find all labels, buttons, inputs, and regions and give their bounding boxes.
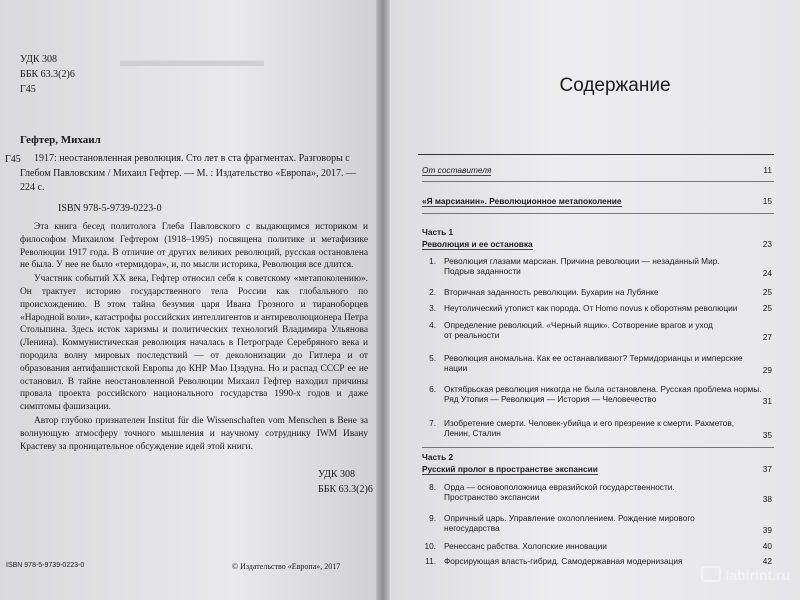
imprint-isbn: ISBN 978-5-9739-0223-0 <box>6 562 85 569</box>
item-number: 7. <box>429 418 436 428</box>
part-1-title <box>422 239 772 250</box>
item-number: 8. <box>429 482 436 492</box>
contents-heading: Содержание <box>559 75 671 96</box>
watermark-text: labirint.ru <box>725 567 790 583</box>
item-page: 35 <box>762 430 772 440</box>
item-number: 6. <box>429 384 436 394</box>
bbk-code-bottom: ББК 63.3(2)6 <box>318 483 373 495</box>
item-line-1: Неутолический утопист как порода. От Homo novus к оборотням революции <box>444 303 738 313</box>
item-page: 31 <box>762 396 772 406</box>
item-line-1: Октябрьская революция никогда не была остановлена. Русская проблема нормы. <box>444 384 762 394</box>
item-page: 25 <box>762 303 772 313</box>
item-line-1: Изобретение смерти. Человек-убийца и его презрение к смерти. Рахметов, <box>444 418 735 428</box>
udk-code: УДК 308 <box>20 54 58 65</box>
isbn: ISBN 978-5-9739-0223-0 <box>58 203 162 214</box>
annotation-paragraph-1: Эта книга бесед политолога Глеба Павловского с выдающимся историком и философом Михаилом Гефтером (1918–1995) посвящена политике и метафизике Революции 1917 года. В отличие от других великих революций, русская остановлена не была. У нее не было «термидора», и, по мысли историка, Революция все длится. <box>20 222 368 271</box>
toc-item <box>422 353 772 373</box>
annotation-paragraph-2: Участник событий XX века, Гефтер относил себя к советскому «метапоколению». Он трактует историю государственного тела России как глобального по происхождению. В этом тайна безумия царя Ивана Грозного и тираноборцев «Народной воли», катастрофы российских интеллигентов и антиреволюционера Петра Столыпина. Здесь исток харизмы и политических технологий Владимира Ульянова (Ленина). Коммунистическая революция началась в Петрограде Серебряного века и породила волну мировых последствий — от деколонизации до Гитлера и от образования антифашистской Европы до КНР Мао Цзэдуна. Но и распад СССР ее не остановил. В тайне неостановленной Революции Михаил Гефтер находил причины провала проекта российского национального государства 1990-х годов и даже симптомы фашизации. <box>20 274 368 413</box>
item-line-2: негосударства <box>444 523 500 533</box>
toc-divider <box>422 213 774 214</box>
toc-entry-page: 11 <box>763 165 772 175</box>
udk-block-bottom <box>318 468 373 497</box>
item-page: 25 <box>762 287 772 297</box>
toc-item <box>422 418 772 438</box>
toc-item <box>422 320 772 340</box>
item-line-1: Форсирующая власть-гибрид. Самодержавная модернизация <box>444 556 683 566</box>
toc-item <box>422 556 772 566</box>
author-name: Гефтер, Михаил <box>20 134 101 146</box>
left-page-imprint <box>0 0 388 600</box>
item-number: 5. <box>429 353 436 363</box>
part-label: Часть 2 <box>422 452 454 462</box>
item-line-2: от реальности <box>444 330 500 340</box>
item-line-2: Ленин, Сталин <box>444 428 501 438</box>
bibliographic-description: 1917: неостановленная революция. Сто лет в ста фрагментах. Разговоры с Глебом Павловским / Михаил Гефтер. — М. : Издательство «Европа», 2017. — 224 с. <box>20 153 356 193</box>
item-page: 40 <box>762 541 772 551</box>
camera-icon <box>701 566 721 582</box>
item-page: 27 <box>762 332 772 342</box>
toc-item <box>422 303 772 313</box>
toc-entry-page: 15 <box>762 196 772 206</box>
item-line-1: Революция аномальна. Как ее останавливают? Термидорианцы и имперские <box>444 353 743 363</box>
annotation <box>20 221 368 454</box>
toc-item <box>422 256 772 276</box>
item-line-1: Революция глазами марсиан. Причина революции — незаданный Мир. <box>444 256 720 266</box>
book-gutter <box>376 0 390 600</box>
item-number: 10. <box>424 541 436 551</box>
item-number: 3. <box>429 303 436 313</box>
toc-item <box>422 482 772 502</box>
item-page: 42 <box>762 556 772 566</box>
item-page: 39 <box>762 525 772 535</box>
item-number: 9. <box>429 513 436 523</box>
item-line-1: Орда — основоположница евразийской государственности. <box>444 482 675 492</box>
toc-item <box>422 513 772 533</box>
annotation-paragraph-3: Автор глубоко признателен Institut für die Wissenschaften vom Menschen в Вене за волнующую атмосферу точного мышления и научному сотруднику IWM Ивану Крастеву за проницательное обсуждение идей этой книги. <box>20 415 368 452</box>
item-number: 11. <box>425 556 436 566</box>
toc-entry-title: От составителя <box>422 165 492 175</box>
item-line-1: Опричный царь. Управление охолоплением. Рождение мирового <box>444 513 695 523</box>
author-sign: Г45 <box>20 84 36 95</box>
item-line-1: Определение революций. «Черный ящик». Сотворение врагов и уход <box>444 320 713 330</box>
toc-divider <box>422 447 774 448</box>
item-number: 4. <box>429 320 436 330</box>
toc-item <box>422 384 772 404</box>
item-page: 38 <box>762 494 772 504</box>
toc-item <box>422 287 772 297</box>
item-line-1: Ренессанс рабства. Холопские инновации <box>444 541 607 551</box>
part-title: Революция и ее остановка <box>422 239 533 249</box>
item-number: 2. <box>429 287 436 297</box>
udk-code-bottom: УДК 308 <box>318 469 356 480</box>
udk-block-top <box>20 52 75 97</box>
show-through-text: ▬▬▬▬▬▬▬▬ <box>120 50 264 70</box>
copyright: © Издательство «Европа», 2017 <box>232 562 341 571</box>
bbk-code: ББК 63.3(2)6 <box>20 69 75 80</box>
item-page: 29 <box>762 365 772 375</box>
part-2-title <box>422 464 772 475</box>
watermark <box>701 566 790 583</box>
item-line-1: Вторичная заданность революции. Бухарин на Лубянке <box>444 287 659 297</box>
item-line-2: Подрыв заданности <box>444 266 521 276</box>
toc-divider <box>422 181 774 182</box>
item-line-2: Ряд Утопия — Революция — История — Человечество <box>444 394 657 404</box>
toc-item <box>422 541 772 551</box>
item-page: 24 <box>762 268 772 278</box>
toc-entry-page: 23 <box>762 239 772 249</box>
item-line-2: Пространство экспансии <box>444 492 540 502</box>
item-line-2: нации <box>444 363 468 373</box>
toc-entry-martian <box>422 196 772 207</box>
author-sign-side: Г45 <box>5 154 21 165</box>
item-number: 1. <box>429 256 436 266</box>
table-of-contents <box>422 0 774 600</box>
part-label: Часть 1 <box>422 227 454 237</box>
part-title: Русский пролог в пространстве экспансии <box>422 464 598 474</box>
part-1-label <box>422 227 772 237</box>
toc-entry-from-compiler <box>422 165 772 176</box>
part-2-label <box>422 452 772 462</box>
toc-entry-page: 37 <box>762 464 772 474</box>
toc-entry-title: «Я марсианин». Революционное метапоколение <box>422 196 622 206</box>
